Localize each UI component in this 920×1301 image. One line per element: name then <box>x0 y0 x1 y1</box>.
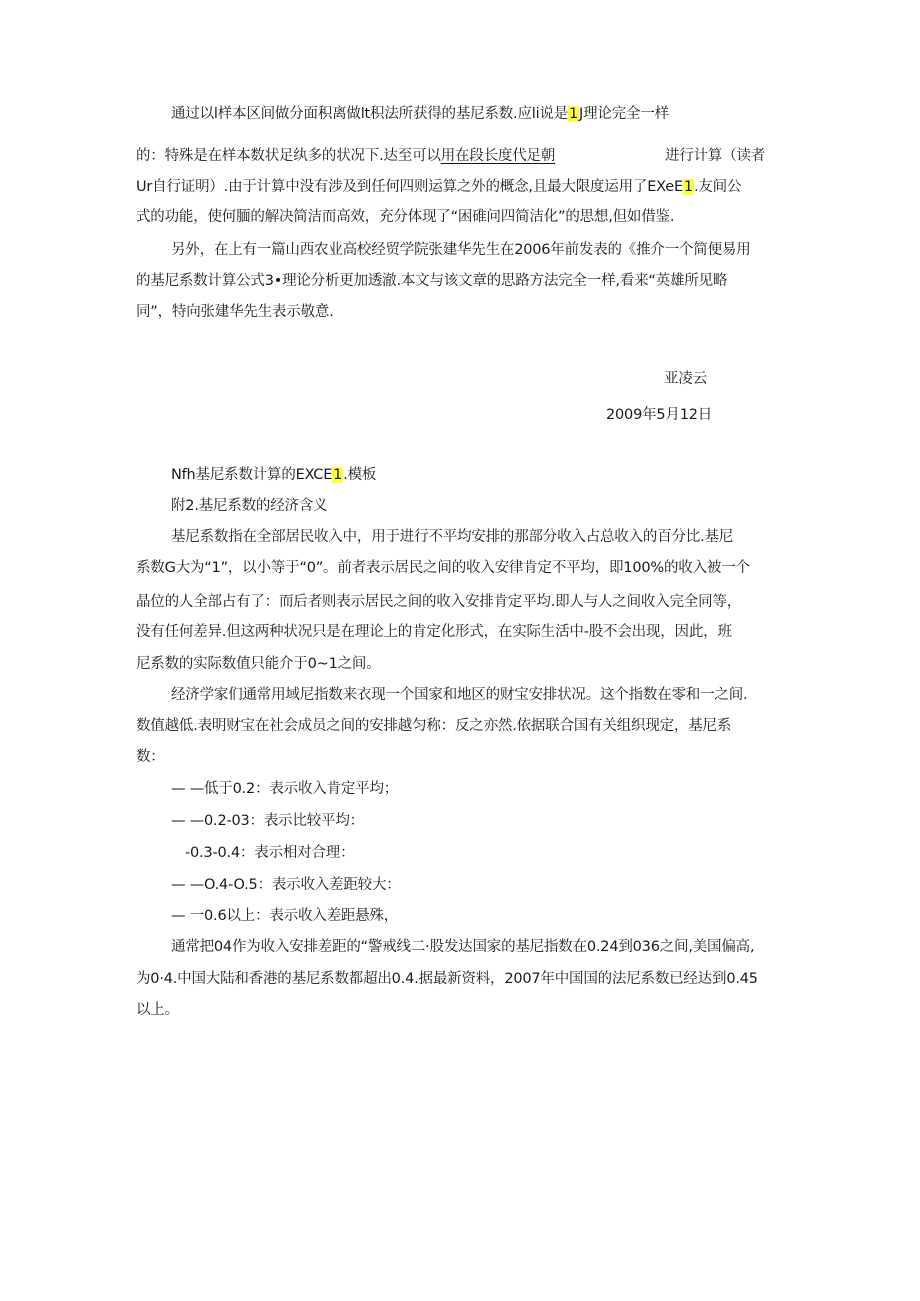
p2-line3: 同”，特向张建华先生表示敬意. <box>136 304 334 320</box>
p3-line1: 基尼系数指在全部居民收入中，用于进行不平均安排的那部分收入占总收入的百分比.基尼 <box>171 529 734 545</box>
p1-line4: 式的功能，使何腼的解决简洁而高效，充分体现了“困碓问四简洁化”的思想,但如借鉴. <box>136 209 675 225</box>
p1-line1: 通过以l样本区间做分面积离做lt积法所获得的基尼系数.应li说是1J理论完全一样 <box>171 106 669 122</box>
p3-line5: 尼系数的实际数值只能介于0~1之间。 <box>136 656 381 672</box>
list-item: -0.3-0.4：表示相对合理： <box>185 845 355 861</box>
p1-line3: Ur自行证明）.由于计算中没有涉及到任何四则运算之外的概念,且最大限度运用了EXeE1.友间公 <box>136 179 742 195</box>
p4-line3: 数： <box>136 749 165 765</box>
list-item: — 一0.6以上：表示收入差距悬殊， <box>171 908 399 924</box>
highlight-mark: 1 <box>333 467 343 483</box>
list-item: — —O.4-O.5：表示收入差距较大： <box>171 877 401 893</box>
p1-line2: 的：特殊是在样本数状足纨多的状况下.达至可以用在段长度代足朝 <box>136 148 556 164</box>
highlight-mark: 1 <box>683 179 693 195</box>
p3-line3: 晶位的人全部占有了：而后者则表示居民之间的收入安排肯定平均.即人与人之间收入完全同等， <box>136 594 742 610</box>
signature-date: 2009年5月12日 <box>606 407 713 423</box>
author-name: 亚凌云 <box>664 371 707 387</box>
appendix-1-title: Nfh基尼系数计算的EXCE1.模板 <box>171 467 377 483</box>
underlined-text: 用在段长度代足朝 <box>440 148 556 164</box>
p5-line2: 为0·4.中国大陆和香港的基尼系数都超出0.4.据最新资料，2007年中国国的法尼系数已经达到0.45 <box>136 971 758 987</box>
p2-line2: 的基尼系数计算公式3•理论分析更加透澈.本文与该文章的思路方法完全一样,看来“英雄所见略 <box>136 273 728 289</box>
p5-line3: 以上。 <box>136 1002 179 1018</box>
p2-line1: 另外，在上有一篇山西农业高校经贸学院张建华先生在2006年前发表的《推介一个简便易用 <box>171 242 751 258</box>
p4-line1: 经济学家们通常用域尼指数来衣现一个国家和地区的财宝安排状况。这个指数在零和一之间. <box>171 687 748 703</box>
p3-line4: 没有任何差异.但这两种状况只是在理论上的肯定化形式，在实际生活中-股不会出现，因此，班 <box>136 624 732 640</box>
list-item: — —0.2-03：表示比较平均： <box>171 813 364 829</box>
appendix-2-title: 附2.基尼系数的经济含义 <box>171 498 328 514</box>
p5-line1: 通常把04作为收入安排差距的“警戒线二·股发达国家的基尼指数在0.24到036之间,美国偏高, <box>171 939 755 955</box>
p4-line2: 数值越低.表明财宝在社会成员之间的安排越匀称：反之亦然.依据联合国有关组织现定，基尼系 <box>136 718 732 734</box>
p1-line2-right: 进行计算（读者 <box>665 148 766 164</box>
list-item: — —低于0.2：表示收入肯定平均； <box>171 781 399 797</box>
p3-line2: 系数G大为“1”，以小等于“0”。前者表示居民之间的收入安律肯定不平均，即100%的收入被一个 <box>136 560 750 576</box>
highlight-mark: 1 <box>569 106 579 122</box>
